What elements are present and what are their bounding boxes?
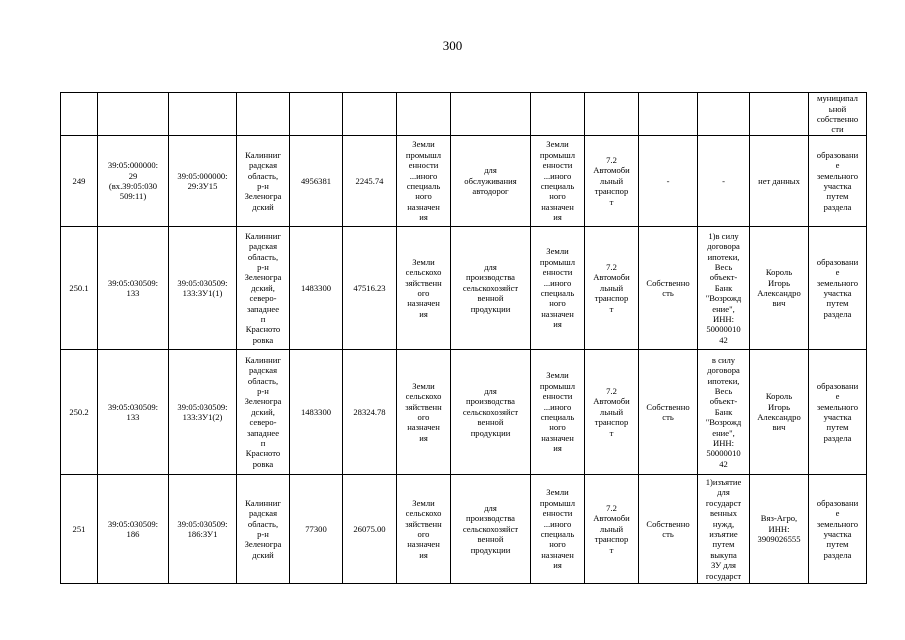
- cell-new-land-category: [531, 136, 585, 227]
- cell-text: 77300: [305, 523, 327, 534]
- cell-new-permitted-use: [585, 227, 639, 350]
- cell-text: Земли промышл енности ...иного специаль ного назначен ия: [539, 370, 576, 454]
- cell-text: 39:05:030509: 186:ЗУ1: [177, 518, 228, 539]
- cell-source-area: [290, 93, 343, 136]
- cell-right-type: [639, 227, 698, 350]
- cell-right-holder: [750, 227, 809, 350]
- cell-text: 26075.00: [353, 523, 386, 534]
- cell-source-area: [290, 350, 343, 475]
- table-row: [61, 475, 867, 584]
- cell-land-category: [397, 93, 451, 136]
- cell-text: Земли сельскохо зяйственн ого назначен ия: [405, 497, 442, 560]
- cell-source-cadastral-number: [98, 136, 169, 227]
- cell-text: Земли промышл енности ...иного специаль ного назначен ия: [539, 487, 576, 571]
- cell-right-holder: [750, 93, 809, 136]
- cell-text: -: [666, 175, 670, 186]
- cell-text: для производства сельскохозяйст венной продукции: [462, 385, 519, 438]
- cell-text: нет данных: [758, 175, 800, 186]
- cell-text: 39:05:030509: 133: [107, 401, 159, 422]
- cell-text: 28324.78: [353, 406, 386, 417]
- land-plots-table: [60, 92, 867, 584]
- cell-source-area: [290, 475, 343, 584]
- cell-encumbrance: [698, 136, 750, 227]
- cell-new-permitted-use: [585, 93, 639, 136]
- cell-text: Земли промышл енности ...иного специаль ного назначен ия: [539, 139, 576, 223]
- cell-text: образовани е земельного участка путем раздела: [816, 149, 859, 212]
- cell-new-plot-designation: [169, 350, 237, 475]
- cell-text: Собственно сть: [646, 277, 690, 298]
- cell-text: для обслуживания автодорог: [464, 165, 517, 197]
- cell-text: Собственно сть: [646, 401, 690, 422]
- cell-address: [237, 350, 290, 475]
- cell-plot-area: [343, 350, 397, 475]
- cell-encumbrance: [698, 227, 750, 350]
- cell-text: 1483300: [300, 406, 332, 417]
- table-row: [61, 350, 867, 475]
- cell-new-plot-designation: [169, 93, 237, 136]
- cell-text: муниципал ьной собственно сти: [816, 93, 859, 135]
- cell-plot-formation-method: [809, 136, 867, 227]
- cell-text: образовани е земельного участка путем раздела: [816, 380, 859, 443]
- cell-row-number: [61, 350, 98, 475]
- cell-text: Калинниг радская область, р-н Зеленогра дский, северо- западнее п Красното ровка: [244, 230, 282, 345]
- cell-text: -: [722, 175, 725, 186]
- cell-new-permitted-use: [585, 350, 639, 475]
- page-number: 300: [442, 38, 463, 53]
- cell-text: 250.1: [69, 282, 89, 293]
- cell-permitted-use: [451, 227, 531, 350]
- cell-text: Вяз-Агро, ИНН: 3909026555: [757, 513, 801, 545]
- cell-plot-formation-method: [809, 93, 867, 136]
- cell-address: [237, 136, 290, 227]
- cell-text: Калинниг радская область, р-н Зеленогра дский: [244, 149, 282, 212]
- cell-plot-area: [343, 227, 397, 350]
- cell-new-land-category: [531, 475, 585, 584]
- cell-source-cadastral-number: [98, 350, 169, 475]
- cell-row-number: [61, 136, 98, 227]
- table-row: [61, 136, 867, 227]
- cell-text: 250.2: [69, 406, 89, 417]
- cell-row-number: [61, 227, 98, 350]
- table-row: [61, 93, 867, 136]
- cell-text: Земли сельскохо зяйственн ого назначен ия: [405, 256, 442, 319]
- cell-text: образовани е земельного участка путем раздела: [816, 256, 859, 319]
- cell-address: [237, 227, 290, 350]
- cell-permitted-use: [451, 93, 531, 136]
- cell-encumbrance: [698, 475, 750, 584]
- cell-plot-formation-method: [809, 475, 867, 584]
- cell-text: в силу договора ипотеки, Весь объект- Банк "Возрожд ение", ИНН: 50000010 42: [705, 354, 742, 469]
- cell-right-type: [639, 350, 698, 475]
- cell-text: Собственно сть: [646, 518, 690, 539]
- cell-text: 39:05:030509: 133: [107, 277, 159, 298]
- cell-source-cadastral-number: [98, 227, 169, 350]
- cell-permitted-use: [451, 475, 531, 584]
- cell-text: 39:05:000000: 29:ЗУ15: [177, 170, 228, 191]
- cell-new-plot-designation: [169, 475, 237, 584]
- cell-new-plot-designation: [169, 136, 237, 227]
- cell-text: 7.2 Автомоби льный транспор т: [593, 261, 630, 314]
- cell-permitted-use: [451, 136, 531, 227]
- cell-new-plot-designation: [169, 227, 237, 350]
- cell-text: 4956381: [300, 175, 332, 186]
- cell-right-holder: [750, 136, 809, 227]
- table-row: [61, 227, 867, 350]
- cell-encumbrance: [698, 93, 750, 136]
- cell-new-permitted-use: [585, 136, 639, 227]
- cell-land-category: [397, 350, 451, 475]
- cell-text: 251: [72, 523, 86, 534]
- cell-land-category: [397, 475, 451, 584]
- cell-permitted-use: [451, 350, 531, 475]
- cell-new-land-category: [531, 227, 585, 350]
- cell-source-area: [290, 227, 343, 350]
- cell-right-holder: [750, 475, 809, 584]
- cell-land-category: [397, 227, 451, 350]
- cell-text: Земли промышл енности ...иного специаль ного назначен ия: [539, 246, 576, 330]
- cell-text: 7.2 Автомоби льный транспор т: [593, 385, 630, 438]
- cell-plot-area: [343, 136, 397, 227]
- cell-plot-formation-method: [809, 227, 867, 350]
- cell-text: Земли промышл енности ...иного специаль ного назначен ия: [405, 139, 442, 223]
- cell-text: Король Игорь Александро вич: [757, 391, 801, 433]
- cell-plot-formation-method: [809, 350, 867, 475]
- cell-new-land-category: [531, 93, 585, 136]
- cell-right-holder: [750, 350, 809, 475]
- cell-row-number: [61, 475, 98, 584]
- cell-right-type: [639, 136, 698, 227]
- cell-text: 2245.74: [355, 175, 384, 186]
- cell-text: 1)в силу договора ипотеки, Весь объект- Банк "Возрожд ение", ИНН: 50000010 42: [705, 230, 742, 345]
- cell-text: 39:05:000000: 29 (вх.39:05:030 509:11): [107, 160, 159, 202]
- cell-plot-area: [343, 93, 397, 136]
- cell-plot-area: [343, 475, 397, 584]
- cell-source-area: [290, 136, 343, 227]
- cell-text: 1)изъятие для государст венных нужд, изъятие путем выкупа ЗУ для государст: [705, 476, 742, 581]
- cell-address: [237, 93, 290, 136]
- cell-text: 39:05:030509: 186: [107, 518, 159, 539]
- cell-text: Король Игорь Александро вич: [757, 267, 801, 309]
- cell-row-number: [61, 93, 98, 136]
- cell-text: 7.2 Автомоби льный транспор т: [593, 502, 630, 555]
- cell-text: 39:05:030509: 133:ЗУ1(2): [177, 401, 228, 422]
- cell-new-permitted-use: [585, 475, 639, 584]
- cell-address: [237, 475, 290, 584]
- cell-new-land-category: [531, 350, 585, 475]
- cell-text: для производства сельскохозяйст венной продукции: [462, 502, 519, 555]
- cell-text: 249: [72, 175, 86, 186]
- cell-text: 39:05:030509: 133:ЗУ1(1): [177, 277, 228, 298]
- cell-land-category: [397, 136, 451, 227]
- cell-right-type: [639, 475, 698, 584]
- cell-source-cadastral-number: [98, 93, 169, 136]
- cell-source-cadastral-number: [98, 475, 169, 584]
- cell-text: Калинниг радская область, р-н Зеленогра дский: [244, 497, 282, 560]
- cell-text: образовани е земельного участка путем раздела: [816, 497, 859, 560]
- cell-text: Калинниг радская область, р-н Зеленогра дский, северо- западнее п Красното ровка: [244, 354, 282, 469]
- cell-right-type: [639, 93, 698, 136]
- cell-text: 1483300: [300, 282, 332, 293]
- cell-encumbrance: [698, 350, 750, 475]
- cell-text: Земли сельскохо зяйственн ого назначен ия: [405, 380, 442, 443]
- cell-text: 47516.23: [353, 282, 386, 293]
- cell-text: для производства сельскохозяйст венной продукции: [462, 261, 519, 314]
- cell-text: 7.2 Автомоби льный транспор т: [593, 154, 630, 207]
